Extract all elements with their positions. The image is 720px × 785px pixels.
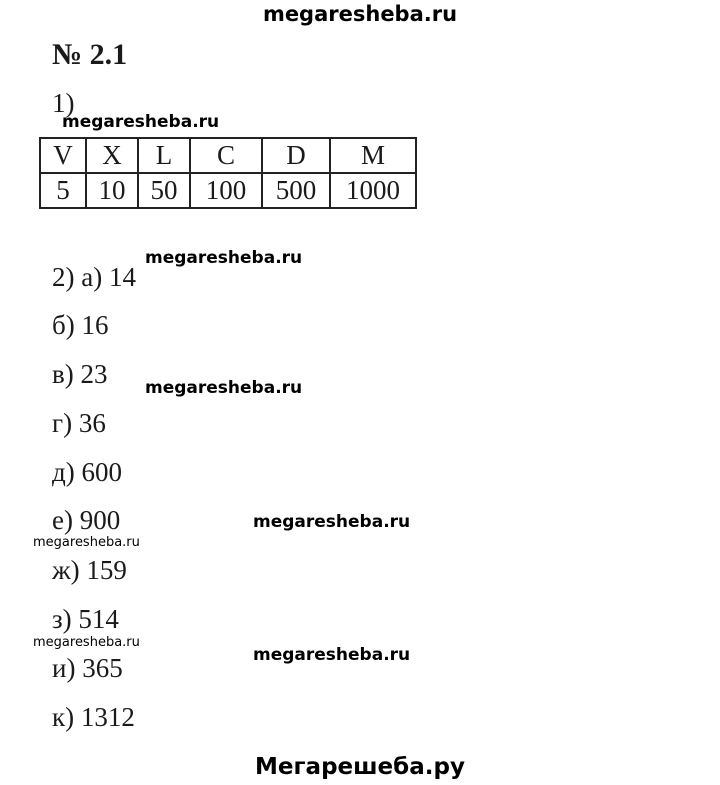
watermark-bottom: Мегарешеба.ру — [255, 754, 465, 780]
watermark-top: megaresheba.ru — [262, 2, 458, 26]
table-cell: L — [138, 138, 190, 173]
table-cell: 100 — [190, 173, 262, 208]
watermark: megaresheba.ru — [253, 512, 411, 532]
answer-item: 2) а) 14 — [52, 262, 136, 292]
table-cell: D — [262, 138, 330, 173]
answer-item: ж) 159 — [52, 555, 127, 585]
watermark: megaresheba.ru — [62, 112, 220, 132]
answer-item: г) 36 — [52, 408, 106, 438]
table-cell: V — [40, 138, 86, 173]
table-cell: 10 — [86, 173, 138, 208]
table-cell: M — [330, 138, 416, 173]
answer-item: з) 514 — [52, 604, 119, 634]
answer-item: к) 1312 — [52, 702, 135, 732]
part1-label: 1) — [52, 88, 75, 118]
watermark-small: megaresheba.ru — [33, 635, 140, 650]
watermark: megaresheba.ru — [145, 248, 303, 268]
table-cell: 5 — [40, 173, 86, 208]
table-cell: 500 — [262, 173, 330, 208]
table-row-values — [40, 173, 416, 208]
table-row-symbols — [40, 138, 416, 173]
watermark-small: megaresheba.ru — [33, 535, 140, 550]
answer-item: д) 600 — [52, 457, 122, 487]
task-title: № 2.1 — [52, 38, 128, 71]
answer-item: и) 365 — [52, 653, 123, 683]
answer-item: е) 900 — [52, 505, 121, 535]
watermark: megaresheba.ru — [253, 645, 411, 665]
table-cell: 1000 — [330, 173, 416, 208]
watermark: megaresheba.ru — [145, 378, 303, 398]
answer-item: б) 16 — [52, 310, 109, 340]
table-cell: X — [86, 138, 138, 173]
roman-numerals-table — [39, 137, 417, 209]
answer-item: в) 23 — [52, 359, 108, 389]
table-cell: C — [190, 138, 262, 173]
table-cell: 50 — [138, 173, 190, 208]
